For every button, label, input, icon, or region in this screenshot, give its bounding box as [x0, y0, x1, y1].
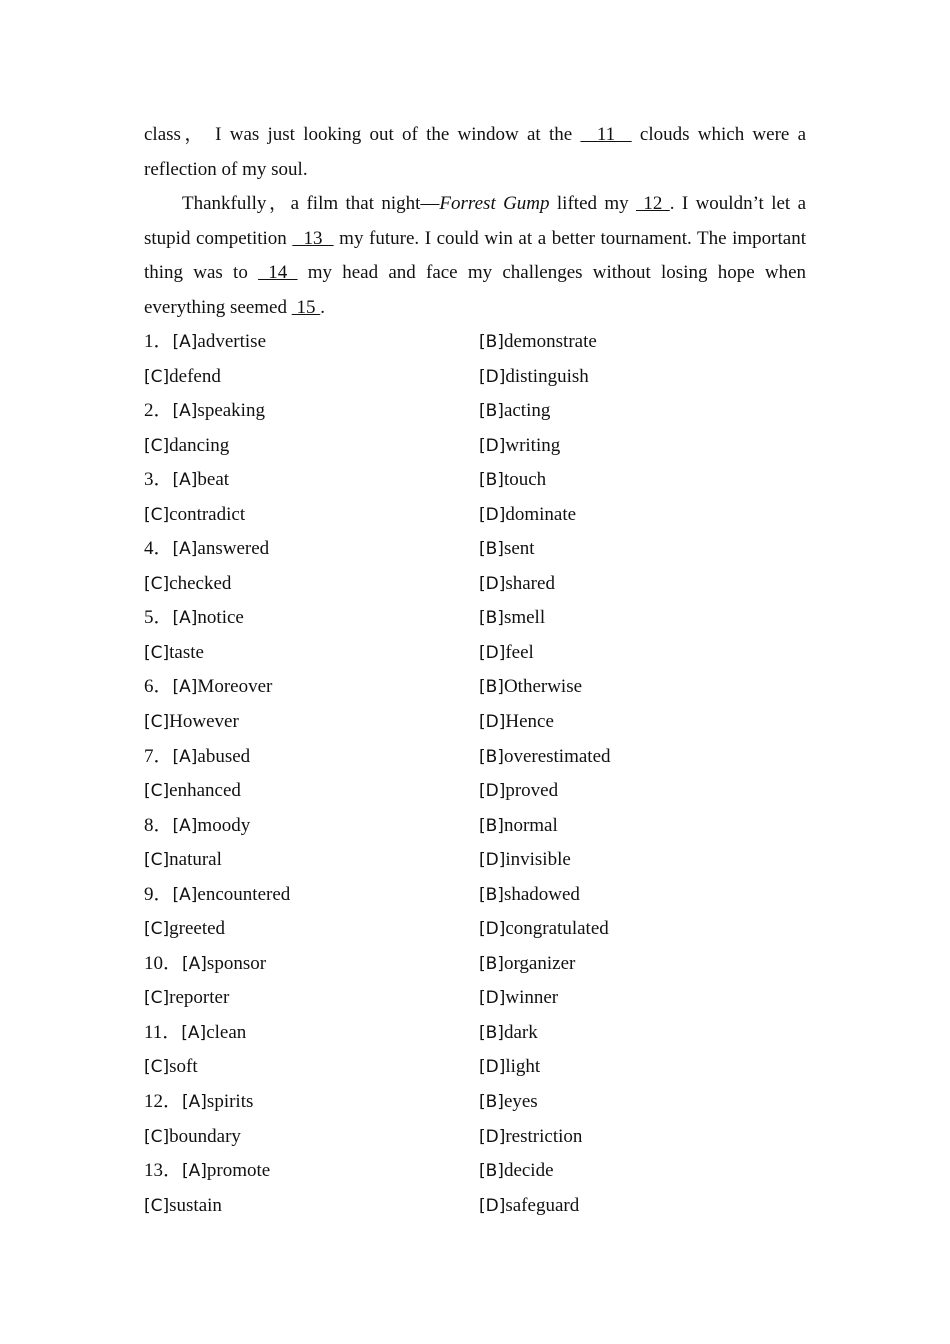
question-2-row-ab [144, 394, 806, 429]
option-letter: [A] [172, 608, 198, 629]
option-d [479, 1120, 582, 1155]
option-letter: [C] [144, 988, 170, 1009]
option-letter: [D] [479, 1057, 506, 1078]
option-b [479, 740, 611, 775]
option-text: boundary [169, 1125, 241, 1147]
option-letter: [D] [479, 366, 506, 387]
question-8-row-cd [144, 843, 806, 878]
question-11-row-cd [144, 1050, 806, 1085]
option-letter: [A] [172, 539, 198, 560]
option-letter: [D] [479, 919, 506, 940]
question-number: 6． [144, 676, 173, 698]
option-letter: [C] [144, 850, 170, 871]
option-a [144, 740, 250, 775]
option-text: soft [169, 1056, 198, 1078]
option-text: Hence [505, 711, 554, 733]
question-number: 3． [144, 469, 173, 491]
option-d [479, 774, 558, 809]
question-4-row-cd [144, 567, 806, 602]
option-text: decide [503, 1160, 554, 1182]
option-text: dancing [169, 434, 230, 456]
option-d [479, 1050, 540, 1085]
option-c [144, 912, 225, 947]
option-letter: [C] [144, 366, 170, 387]
option-letter: [C] [144, 1195, 170, 1216]
question-11-row-ab [144, 1016, 806, 1051]
option-letter: [B] [479, 1092, 504, 1113]
option-letter: [A] [182, 1092, 207, 1113]
option-text: greeted [169, 918, 226, 940]
question-7-row-ab [144, 740, 806, 775]
blank-13: 13 [292, 227, 334, 249]
option-letter: [A] [172, 401, 198, 422]
passage [144, 118, 806, 325]
option-letter: [D] [479, 850, 506, 871]
option-text: demonstrate [503, 331, 597, 352]
option-text: writing [505, 434, 561, 456]
option-text: reporter [169, 987, 230, 1009]
option-b [479, 1085, 538, 1120]
option-text: dominate [505, 503, 577, 525]
question-1-row-ab [144, 325, 806, 360]
question-5-row-ab [144, 601, 806, 636]
option-letter: [A] [172, 470, 198, 491]
option-text: beat [197, 469, 230, 491]
option-a [144, 394, 265, 429]
question-number: 1． [144, 331, 173, 352]
option-d [479, 429, 560, 464]
option-text: encountered [197, 883, 291, 905]
option-letter: [C] [144, 712, 170, 733]
option-letter: [C] [144, 504, 170, 525]
option-d [479, 1189, 579, 1224]
option-b [479, 809, 558, 844]
question-12-row-ab [144, 1085, 806, 1120]
option-text: taste [169, 641, 204, 663]
option-b [479, 947, 575, 982]
option-text: However [169, 711, 239, 733]
option-letter: [C] [144, 919, 170, 940]
blank-14: 14 [258, 262, 298, 283]
option-text: shadowed [503, 883, 580, 905]
question-number: 7． [144, 745, 173, 767]
option-letter: [B] [479, 539, 504, 560]
option-letter: [D] [479, 988, 506, 1009]
option-c [144, 498, 245, 533]
question-number: 8． [144, 814, 173, 836]
option-letter: [D] [479, 1126, 506, 1147]
option-b [479, 1154, 554, 1189]
option-letter: [D] [479, 504, 506, 525]
option-b [479, 394, 550, 429]
option-a [144, 1085, 253, 1120]
option-letter: [D] [479, 781, 506, 802]
option-text: normal [503, 814, 558, 836]
option-letter: [B] [479, 953, 504, 974]
option-letter: [A] [172, 746, 198, 767]
option-text: Otherwise [503, 676, 583, 698]
question-10-row-cd [144, 981, 806, 1016]
option-letter: [B] [479, 608, 504, 629]
option-letter: [C] [144, 435, 170, 456]
film-title: Forrest Gump [439, 193, 550, 214]
option-b [479, 532, 535, 567]
option-letter: [B] [479, 1022, 504, 1043]
option-letter: [D] [479, 712, 506, 733]
question-8-row-ab [144, 809, 806, 844]
option-text: winner [505, 987, 559, 1009]
option-a [144, 670, 272, 705]
question-3-row-cd [144, 498, 806, 533]
option-text: touch [503, 469, 547, 491]
option-text: organizer [503, 952, 576, 974]
option-text: advertise [197, 331, 266, 352]
option-a [144, 601, 244, 636]
option-letter: [A] [182, 1161, 207, 1182]
option-text: sustain [169, 1194, 222, 1216]
option-text: safeguard [505, 1194, 580, 1216]
blank-11: 11 [580, 124, 632, 145]
question-9-row-cd [144, 912, 806, 947]
option-b [479, 1016, 538, 1051]
paragraph-1: class， I was just looking out of the window at the 11 clouds which were a reflection of my soul. [144, 124, 807, 180]
option-letter: [D] [479, 1195, 506, 1216]
option-b [479, 601, 545, 636]
option-a [144, 809, 250, 844]
blank-12: 12 [636, 193, 670, 214]
option-letter: [A] [181, 1022, 207, 1043]
option-letter: [B] [479, 332, 504, 352]
option-a [144, 325, 266, 360]
option-d [479, 705, 554, 740]
option-text: moody [197, 814, 251, 836]
option-letter: [D] [479, 642, 506, 663]
option-text: invisible [505, 849, 571, 871]
option-letter: [C] [144, 573, 170, 594]
option-letter: [B] [479, 815, 504, 836]
question-13-row-ab [144, 1154, 806, 1189]
option-text: answered [197, 538, 270, 560]
option-c [144, 1120, 241, 1155]
option-text: restriction [505, 1125, 583, 1147]
option-letter: [C] [144, 1057, 170, 1078]
option-c [144, 429, 229, 464]
option-letter: [B] [479, 884, 504, 905]
option-text: contradict [169, 503, 246, 525]
option-letter: [D] [479, 573, 506, 594]
option-letter: [B] [479, 401, 504, 422]
question-10-row-ab [144, 947, 806, 982]
option-text: natural [169, 849, 222, 871]
option-b [479, 463, 546, 498]
question-1-row-cd [144, 360, 806, 395]
option-text: proved [505, 780, 559, 802]
question-number: 2． [144, 400, 173, 422]
option-text: light [505, 1056, 541, 1078]
option-text: smell [503, 607, 546, 629]
option-text: distinguish [505, 365, 589, 387]
question-number: 5． [144, 607, 173, 629]
question-6-row-ab [144, 670, 806, 705]
option-c [144, 981, 229, 1016]
option-text: checked [169, 572, 232, 594]
option-c [144, 1189, 222, 1224]
question-4-row-ab [144, 532, 806, 567]
option-letter: [B] [479, 677, 504, 698]
option-text: dark [503, 1021, 538, 1043]
option-letter: [B] [479, 470, 504, 491]
question-number: 4． [144, 538, 173, 560]
option-letter: [D] [479, 435, 506, 456]
option-b [479, 325, 597, 360]
option-letter: [A] [172, 884, 198, 905]
option-text: sent [503, 538, 535, 560]
question-6-row-cd [144, 705, 806, 740]
question-12-row-cd [144, 1120, 806, 1155]
option-text: enhanced [169, 780, 241, 802]
option-a [144, 947, 266, 982]
option-text: congratulated [505, 918, 609, 940]
option-text: abused [197, 745, 251, 767]
option-a [144, 463, 229, 498]
blank-15: 15 [291, 296, 321, 318]
option-letter: [B] [479, 1161, 504, 1182]
question-9-row-ab [144, 878, 806, 913]
option-text: defend [169, 365, 221, 387]
question-5-row-cd [144, 636, 806, 671]
option-b [479, 878, 580, 913]
question-3-row-ab [144, 463, 806, 498]
option-d [479, 360, 589, 395]
option-text: spirits [206, 1091, 254, 1113]
option-c [144, 1050, 198, 1085]
option-d [479, 567, 555, 602]
option-text: feel [505, 641, 534, 663]
option-d [479, 843, 571, 878]
option-a [144, 532, 269, 567]
option-letter: [C] [144, 1126, 170, 1147]
answer-options [144, 325, 806, 1223]
option-text: eyes [503, 1091, 538, 1113]
option-b [479, 670, 582, 705]
question-13-row-cd [144, 1189, 806, 1224]
option-d [479, 498, 576, 533]
paragraph-2: Thankfully，a film that night—Forrest Gump lifted my 12 . I wouldn’t let a stupid competition 13 my future. I could win at a better tournament. The important thing was to 14 my head and face my challenges without losing hope when everything seemed 15 . [144, 193, 807, 318]
question-2-row-cd [144, 429, 806, 464]
option-letter: [B] [479, 746, 504, 767]
option-a [144, 1016, 246, 1051]
option-letter: [C] [144, 781, 170, 802]
option-text: clean [206, 1021, 247, 1043]
option-d [479, 912, 609, 947]
option-text: sponsor [206, 952, 267, 974]
option-d [479, 636, 534, 671]
option-text: shared [505, 572, 555, 594]
option-text: promote [206, 1160, 271, 1182]
question-number: 9． [144, 883, 173, 905]
option-letter: [A] [172, 677, 198, 698]
option-letter: [A] [172, 332, 198, 352]
option-c [144, 774, 241, 809]
option-c [144, 360, 221, 395]
option-a [144, 878, 290, 913]
question-7-row-cd [144, 774, 806, 809]
option-text: speaking [197, 400, 265, 422]
question-number: 12． [144, 1091, 183, 1113]
option-d [479, 981, 558, 1016]
option-c [144, 705, 239, 740]
option-text: acting [503, 400, 551, 422]
option-text: notice [197, 607, 244, 629]
question-number: 10． [144, 952, 183, 974]
question-number: 11． [144, 1021, 182, 1043]
option-a [144, 1154, 270, 1189]
question-number: 13． [144, 1160, 183, 1182]
option-letter: [C] [144, 642, 170, 663]
option-c [144, 567, 231, 602]
option-letter: [A] [172, 815, 198, 836]
option-text: Moreover [197, 676, 273, 698]
option-c [144, 636, 204, 671]
option-letter: [A] [182, 953, 207, 974]
option-text: overestimated [503, 745, 611, 767]
option-c [144, 843, 222, 878]
